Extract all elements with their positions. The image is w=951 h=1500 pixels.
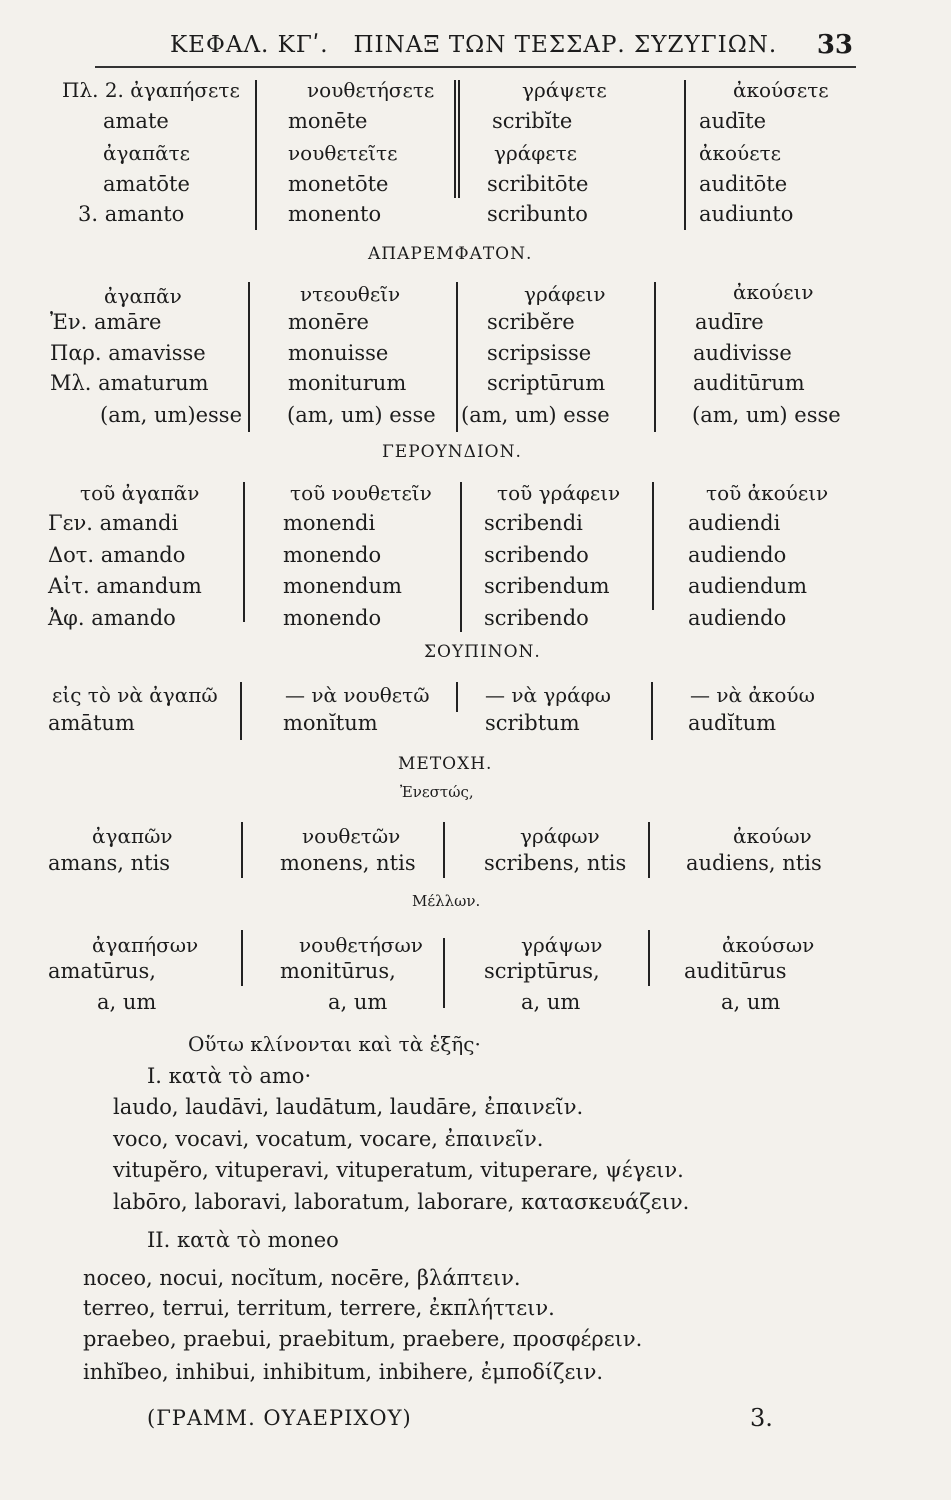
cell: audīte (699, 109, 767, 133)
cell: scribitōte (487, 172, 589, 196)
cell: auditūrus (684, 959, 787, 983)
cell: audiendo (688, 606, 787, 630)
example-line: terreo, terrui, territum, terrere, ἐκπλήττειν. (83, 1296, 555, 1320)
cell: εἰς τὸ νὰ ἀγαπῶ (52, 683, 218, 707)
column-rule (454, 80, 456, 198)
running-header (170, 32, 851, 58)
cell: audiens, ntis (686, 851, 822, 875)
cell: monendum (283, 574, 402, 598)
cell: γράφειν (524, 282, 606, 306)
cell: Ἐν. amāre (50, 310, 162, 334)
page-number: 33 (816, 30, 853, 60)
cell: γράψων (521, 933, 603, 957)
example-line: noceo, nocui, nocĭtum, nocēre, βλάπτειν. (83, 1266, 521, 1290)
cell: scribtum (485, 711, 580, 735)
column-rule (684, 80, 686, 230)
column-rule (648, 930, 650, 986)
subheading-present: Ἐνεστώς, (400, 783, 474, 801)
cell: a, um (328, 990, 388, 1014)
cell: νουθετήσετε (307, 78, 435, 102)
column-rule (243, 482, 245, 622)
cell: audĭtum (688, 711, 777, 735)
column-rule (648, 822, 650, 878)
cell: monens, ntis (280, 851, 416, 875)
cell: (am, um)esse (100, 403, 243, 427)
cell: Παρ. amavisse (50, 341, 206, 365)
cell: monĭtum (283, 711, 378, 735)
printer-signature: (ΓΡΑΜΜ. ΟΥΑΕΡΙΧΟΥ) (147, 1406, 412, 1430)
cell: γράψετε (522, 78, 607, 102)
cell: γράφων (520, 824, 600, 848)
cell: amatōte (103, 172, 190, 196)
sheet-mark: 3. (750, 1404, 773, 1432)
cell: Πλ. 2. ἀγαπήσετε (62, 78, 240, 102)
cell: scribens, ntis (484, 851, 627, 875)
cell: ἀγαπήσων (92, 933, 199, 957)
column-rule (654, 282, 656, 432)
cell: ἀγαπᾶν (104, 284, 182, 308)
cell: scripsisse (487, 341, 592, 365)
example-line: labōro, laboravi, laboratum, laborare, κατασκευάζειν. (113, 1190, 690, 1214)
cell: scribunto (487, 202, 588, 226)
section-heading-supine: ΣΟΥΠΙΝΟΝ. (424, 642, 541, 662)
cell: monento (288, 202, 382, 226)
column-rule (240, 682, 242, 740)
column-rule (652, 482, 654, 610)
cell: νουθετεῖτε (288, 141, 398, 165)
group-heading-first-conjugation: I. κατὰ τὸ amo· (147, 1064, 312, 1088)
example-line: voco, vocavi, vocatum, vocare, ἐπαινεῖν. (113, 1127, 544, 1151)
cell: auditōte (699, 172, 788, 196)
cell: (am, um) esse (287, 403, 436, 427)
cell: monendi (283, 511, 376, 535)
cell: monēre (288, 310, 369, 334)
section-heading-participle: ΜΕΤΟΧΗ. (398, 754, 493, 774)
cell: audīre (695, 310, 764, 334)
cell: τοῦ ἀγαπᾶν (80, 481, 200, 505)
cell: ἀκούειν (733, 280, 814, 304)
cell: νουθετῶν (302, 824, 401, 848)
cell: scribendum (484, 574, 610, 598)
cell: ντεουθεῖν (300, 282, 401, 306)
cell: (am, um) esse (692, 403, 841, 427)
cell: auditūrum (693, 371, 805, 395)
cell: amate (103, 109, 169, 133)
cell: amatūrus, (48, 959, 156, 983)
example-line: praebeo, praebui, praebitum, praebere, προσφέρειν. (83, 1327, 643, 1351)
cell: audiunto (699, 202, 794, 226)
cell: ἀκούετε (699, 141, 781, 165)
section-heading-infinitive: ΑΠΑΡΕΜΦΑΤΟΝ. (368, 244, 533, 264)
cell: audivisse (693, 341, 792, 365)
group-heading-second-conjugation: II. κατὰ τὸ moneo (147, 1228, 339, 1252)
column-rule (460, 482, 462, 632)
cell: monetōte (288, 172, 389, 196)
cell: moniturum (288, 371, 407, 395)
column-rule (241, 930, 243, 986)
cell: scribendo (484, 606, 589, 630)
chapter-label: ΚΕΦΑΛ. ΚΓʹ. (170, 32, 329, 58)
cell: scribĕre (487, 310, 575, 334)
cell: scriptūrum (487, 371, 606, 395)
cell: Ἀφ. amando (48, 606, 176, 630)
cell: Αἰτ. amandum (48, 574, 202, 598)
column-rule (443, 822, 445, 878)
cell: scribendo (484, 543, 589, 567)
cell: ἀγαπῶν (92, 824, 173, 848)
examples-intro: Οὕτω κλίνονται καὶ τὰ ἑξῆς· (188, 1032, 481, 1056)
cell: 3. amanto (78, 202, 185, 226)
column-rule (248, 282, 250, 432)
column-rule (443, 938, 445, 1008)
cell: a, um (721, 990, 781, 1014)
column-rule (456, 282, 458, 432)
cell: audiendo (688, 543, 787, 567)
column-rule (651, 682, 653, 740)
cell: τοῦ νουθετεῖν (290, 481, 432, 505)
cell: ἀκούσων (722, 933, 815, 957)
cell: monendo (283, 606, 382, 630)
cell: monēte (288, 109, 368, 133)
cell: ἀκούων (733, 824, 812, 848)
cell: Δοτ. amando (48, 543, 186, 567)
cell: Μλ. amaturum (50, 371, 209, 395)
cell: monendo (283, 543, 382, 567)
section-heading-gerund: ΓΕΡΟΥΝΔΙΟΝ. (382, 442, 522, 462)
cell: — νὰ νουθετῶ (285, 683, 430, 707)
cell: scribĭte (492, 109, 573, 133)
column-rule (241, 822, 243, 878)
cell: τοῦ ἀκούειν (706, 481, 829, 505)
example-line: vitupĕro, vituperavi, vituperatum, vituperare, ψέγειν. (113, 1158, 684, 1182)
cell: a, um (521, 990, 581, 1014)
example-line: inhĭbeo, inhibui, inhibitum, inbihere, ἐμποδίζειν. (83, 1360, 604, 1384)
subheading-future: Μέλλων. (412, 892, 481, 910)
cell: scriptūrus, (484, 959, 600, 983)
cell: — νὰ ἀκούω (690, 683, 815, 707)
page-title: ΠΙΝΑΞ ΤΩΝ ΤΕΣΣΑΡ. ΣΥΖΥΓΙΩΝ. (353, 32, 778, 58)
cell: a, um (97, 990, 157, 1014)
example-line: laudo, laudāvi, laudātum, laudāre, ἐπαινεῖν. (113, 1095, 584, 1119)
cell: amātum (48, 711, 135, 735)
cell: ἀκούσετε (733, 78, 829, 102)
cell: monitūrus, (280, 959, 396, 983)
cell: audiendi (688, 511, 781, 535)
column-rule (456, 682, 458, 712)
cell: monuisse (288, 341, 389, 365)
cell: scribendi (484, 511, 583, 535)
cell: νουθετήσων (299, 933, 423, 957)
cell: ἀγαπᾶτε (103, 141, 191, 165)
column-rule (255, 80, 257, 230)
header-rule (95, 66, 856, 68)
cell: (am, um) esse (461, 403, 610, 427)
cell: Γεν. amandi (48, 511, 179, 535)
cell: — νὰ γράφω (485, 683, 611, 707)
cell: γράφετε (494, 141, 578, 165)
cell: amans, ntis (48, 851, 171, 875)
column-rule (458, 80, 460, 198)
cell: audiendum (688, 574, 808, 598)
cell: τοῦ γράφειν (497, 481, 621, 505)
